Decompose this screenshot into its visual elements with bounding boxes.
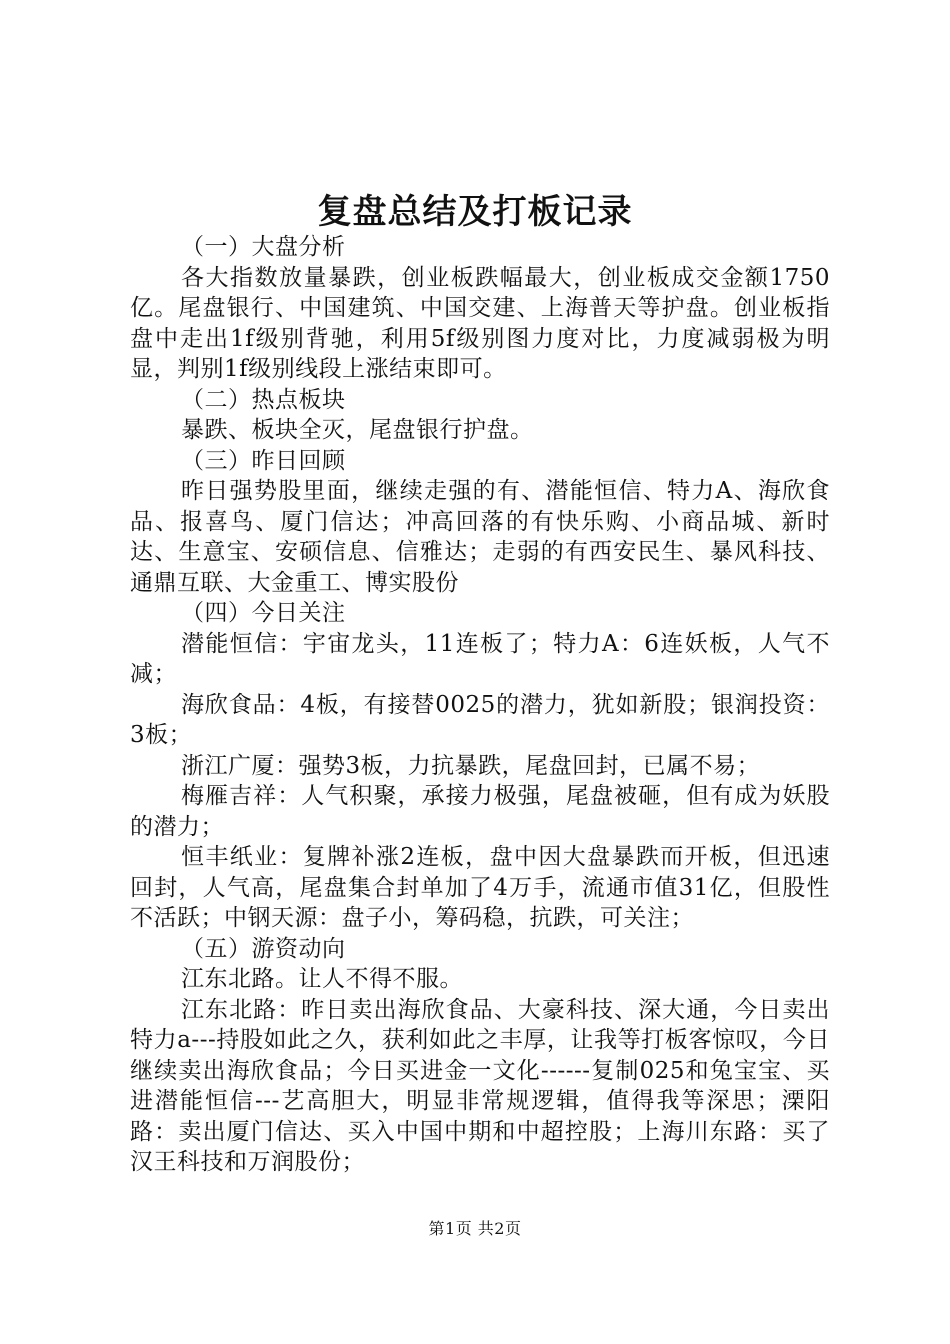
body-paragraph: 恒丰纸业：复牌补涨2连板，盘中因大盘暴跌而开板，但迅速回封，人气高，尾盘集合封单加了4万手，流通市值31亿，但股性不活跃；中钢天源：盘子小，筹码稳，抗跌，可关注； [130,844,830,931]
section-heading: （一）大盘分析 [181,234,346,260]
section-heading: （四）今日关注 [181,600,346,626]
section-heading: （三）昨日回顾 [181,447,346,474]
page-number-footer: 第1页 共2页 [428,1219,522,1238]
document-body [130,232,830,1178]
section-heading: （五）游资动向 [181,935,346,962]
body-paragraph: 暴跌、板块全灭，尾盘银行护盘。 [181,417,534,443]
body-paragraph: 梅雁吉祥：人气积聚，承接力极强，尾盘被砸，但有成为妖股的潜力； [130,783,830,840]
body-paragraph: 各大指数放量暴跌，创业板跌幅最大，创业板成交金额1750亿。尾盘银行、中国建筑、中国交建、上海普天等护盘。创业板指盘中走出1f级别背驰，利用5f级别图力度对比，力度减弱极为明显，判别1f级别线段上涨结束即可。 [130,264,830,382]
section-heading: （二）热点板块 [181,386,346,413]
document-title: 复盘总结及打板记录 [317,192,633,232]
body-paragraph: 江东北路：昨日卖出海欣食品、大豪科技、深大通，今日卖出特力a---持股如此之久，获利如此之丰厚，让我等打板客惊叹，今日继续卖出海欣食品；今日买进金一文化------复制025和兔宝宝、买进潜能恒信---艺高胆大，明显非常规逻辑，值得我等深思；溧阳路：卖出厦门信达、买入中国中期和中超控股；上海川东路：买了汉王科技和万润股份； [130,996,830,1175]
body-paragraph: 浙江广厦：强势3板，力抗暴跌，尾盘回封，已属不易； [181,752,761,779]
body-paragraph: 昨日强势股里面，继续走强的有、潜能恒信、特力A、海欣食品、报喜鸟、厦门信达；冲高回落的有快乐购、小商品城、新时达、生意宝、安硕信息、信雅达；走弱的有西安民生、暴风科技、通鼎互联、大金重工、博实股份 [130,478,830,596]
body-paragraph: 潜能恒信：宇宙龙头，11连板了；特力A：6连妖板，人气不减； [130,630,830,687]
body-paragraph: 江东北路。让人不得不服。 [181,966,463,992]
body-paragraph: 海欣食品：4板，有接替0025的潜力，犹如新股；银润投资：3板； [130,691,830,748]
